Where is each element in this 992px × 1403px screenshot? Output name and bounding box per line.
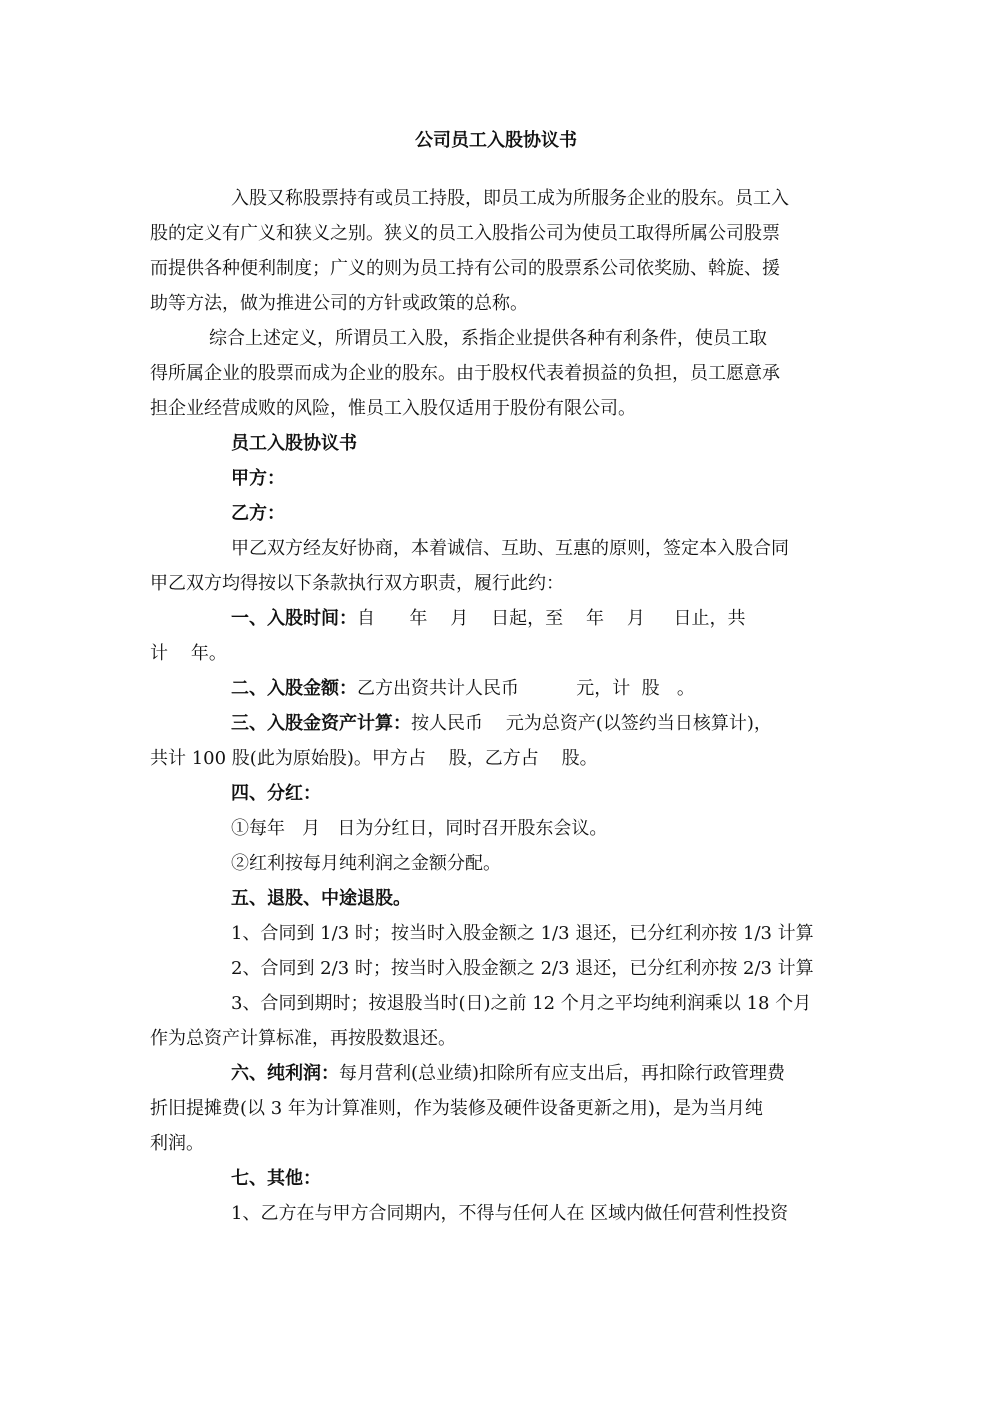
clause-5-item-3: 3、合同到期时；按退股当时(日)之前 12 个月之平均纯利润乘以 18 个月 bbox=[231, 993, 812, 1014]
intro-paragraph-1-line-2: 股的定义有广义和狭义之别。狭义的员工入股指公司为使员工取得所属公司股票 bbox=[150, 223, 780, 244]
clause-6-label: 六、纯利润： bbox=[231, 1063, 339, 1084]
intro-paragraph-2-line-2: 得所属企业的股票而成为企业的股东。由于股权代表着损益的负担，员工愿意承 bbox=[150, 363, 780, 384]
agreement-heading: 员工入股协议书 bbox=[231, 433, 357, 454]
clause-5-item-1: 1、合同到 1/3 时；按当时入股金额之 1/3 退还，已分红利亦按 1/3 计算 bbox=[231, 923, 814, 944]
intro-paragraph-2-line-3: 担企业经营成败的风险，惟员工入股仅适用于股份有限公司。 bbox=[150, 398, 636, 419]
clause-4-item-1: ①每年 月 日为分红日，同时召开股东会议。 bbox=[231, 818, 608, 839]
clause-5-item-3-line-2: 作为总资产计算标准，再按股数退还。 bbox=[150, 1028, 456, 1049]
clause-7-label: 七、其他： bbox=[231, 1168, 321, 1189]
intro-paragraph-1-line-1: 入股又称股票持有或员工持股，即员工成为所服务企业的股东。员工入 bbox=[231, 188, 789, 209]
clause-1-label: 一、入股时间： bbox=[231, 608, 357, 629]
clause-2-text: 乙方出资共计人民币 元，计 股 。 bbox=[357, 678, 695, 699]
clause-6-line-2: 折旧提摊费(以 3 年为计算准则，作为装修及硬件设备更新之用)，是为当月纯 bbox=[150, 1098, 763, 1119]
intro-paragraph-1-line-3: 而提供各种便利制度；广义的则为员工持有公司的股票系公司依奖励、斡旋、援 bbox=[150, 258, 780, 279]
clause-3-label: 三、入股金资产计算： bbox=[231, 713, 411, 734]
clause-1-line-2: 计 年。 bbox=[150, 643, 227, 664]
clause-2-label: 二、入股金额： bbox=[231, 678, 357, 699]
clause-6-line-1 bbox=[231, 1057, 851, 1091]
party-a-label: 甲方： bbox=[231, 468, 285, 489]
clause-5-item-2: 2、合同到 2/3 时；按当时入股金额之 2/3 退还，已分红利亦按 2/3 计算 bbox=[231, 958, 814, 979]
clause-4-item-2: ②红利按每月纯利润之金额分配。 bbox=[231, 853, 501, 874]
clause-1-line-1 bbox=[231, 602, 851, 636]
clause-5-label: 五、退股、中途退股。 bbox=[231, 888, 411, 909]
clause-6-text: 每月营利(总业绩)扣除所有应支出后，再扣除行政管理费 bbox=[339, 1063, 786, 1084]
preamble-line-1: 甲乙双方经友好协商，本着诚信、互助、互惠的原则，签定本入股合同 bbox=[231, 538, 789, 559]
clause-2-line bbox=[231, 672, 851, 706]
clause-6-line-3: 利润。 bbox=[150, 1133, 204, 1154]
intro-paragraph-2-line-1: 综合上述定义，所谓员工入股，系指企业提供各种有利条件，使员工取 bbox=[209, 328, 767, 349]
clause-1-text: 自 年 月 日起，至 年 月 日止，共 bbox=[357, 608, 746, 629]
document-title: 公司员工入股协议书 bbox=[415, 130, 577, 151]
clause-4-label: 四、分红： bbox=[231, 783, 321, 804]
clause-7-item-1: 1、乙方在与甲方合同期内，不得与任何人在 区域内做任何营利性投资 bbox=[231, 1203, 789, 1224]
clause-3-line-2: 共计 100 股(此为原始股)。甲方占 股，乙方占 股。 bbox=[150, 748, 598, 769]
clause-3-text: 按人民币 元为总资产(以签约当日核算计)， bbox=[411, 713, 772, 734]
clause-3-line-1 bbox=[231, 707, 851, 741]
preamble-line-2: 甲乙双方均得按以下条款执行双方职责，履行此约： bbox=[150, 573, 564, 594]
intro-paragraph-1-line-4: 助等方法，做为推进公司的方针或政策的总称。 bbox=[150, 293, 528, 314]
party-b-label: 乙方： bbox=[231, 503, 285, 524]
